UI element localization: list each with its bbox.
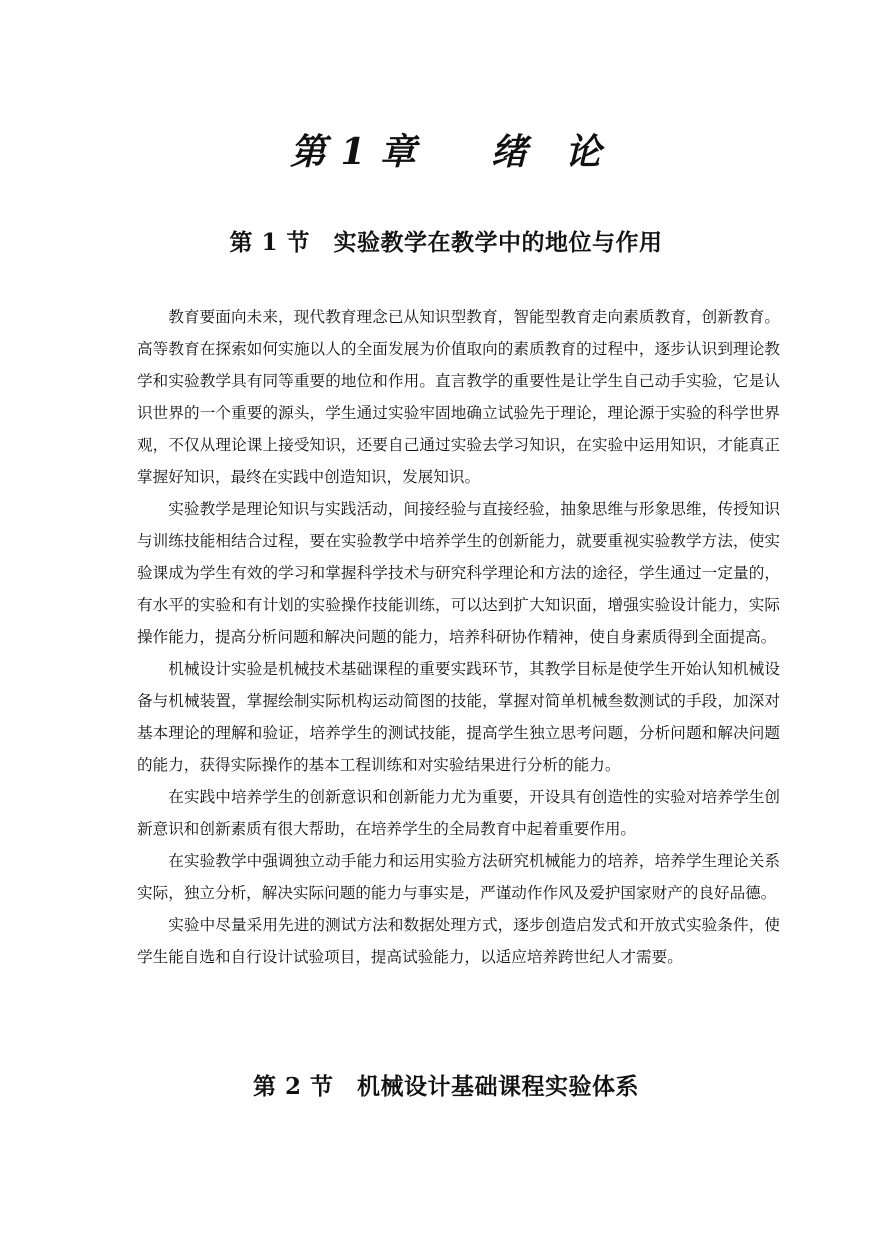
section-body	[137, 301, 780, 973]
paragraph: 实验教学是理论知识与实践活动，间接经验与直接经验，抽象思维与形象思维，传授知识与训练技能相结合过程，要在实验教学中培养学生的创新能力，就要重视实验教学方法，使实验课成为学生有效的学习和掌握科学技术与研究科学理论和方法的途径，学生通过一定量的，有水平的实验和有计划的实验操作技能训练，可以达到扩大知识面，增强实验设计能力，实际操作能力，提高分析问题和解决问题的能力，培养科研协作精神，使自身素质得到全面提高。	[137, 500, 780, 646]
paragraph: 在实践中培养学生的创新意识和创新能力尤为重要，开设具有创造性的实验对培养学生创新意识和创新素质有很大帮助，在培养学生的全局教育中起着重要作用。	[137, 788, 780, 838]
paragraph: 在实验教学中强调独立动手能力和运用实验方法研究机械能力的培养，培养学生理论关系实际，独立分析，解决实际问题的能力与事实是，严谨动作作风及爱护国家财产的良好品德。	[137, 852, 780, 902]
section-title: 第 2 节 机械设计基础课程实验体系	[252, 1073, 640, 1100]
section-title: 第 1 节 实验教学在教学中的地位与作用	[229, 229, 663, 256]
paragraph: 教育要面向未来，现代教育理念已从知识型教育，智能型教育走向素质教育，创新教育。高等教育在探索如何实施以人的全面发展为价值取向的素质教育的过程中，逐步认识到理论教学和实验教学具有同等重要的地位和作用。直言教学的重要性是让学生自己动手实验，它是认识世界的一个重要的源头，学生通过实验牢固地确立试验先于理论，理论源于实验的科学世界观，不仅从理论课上接受知识，还要自己通过实验去学习知识，在实验中运用知识，才能真正掌握好知识，最终在实践中创造知识，发展知识。	[137, 308, 780, 486]
chapter-title: 第 1 章 绪 论	[289, 131, 603, 173]
paragraph: 机械设计实验是机械技术基础课程的重要实践环节，其教学目标是使学生开始认知机械设备与机械装置，掌握绘制实际机构运动简图的技能，掌握对简单机械叁数测试的手段，加深对基本理论的理解和验证，培养学生的测试技能，提高学生独立思考问题，分析问题和解决问题的能力，获得实际操作的基本工程训练和对实验结果进行分析的能力。	[137, 660, 780, 774]
paragraph: 实验中尽量采用先进的测试方法和数据处理方式，逐步创造启发式和开放式实验条件，使学生能自选和自行设计试验项目，提高试验能力，以适应培养跨世纪人才需要。	[137, 916, 780, 966]
